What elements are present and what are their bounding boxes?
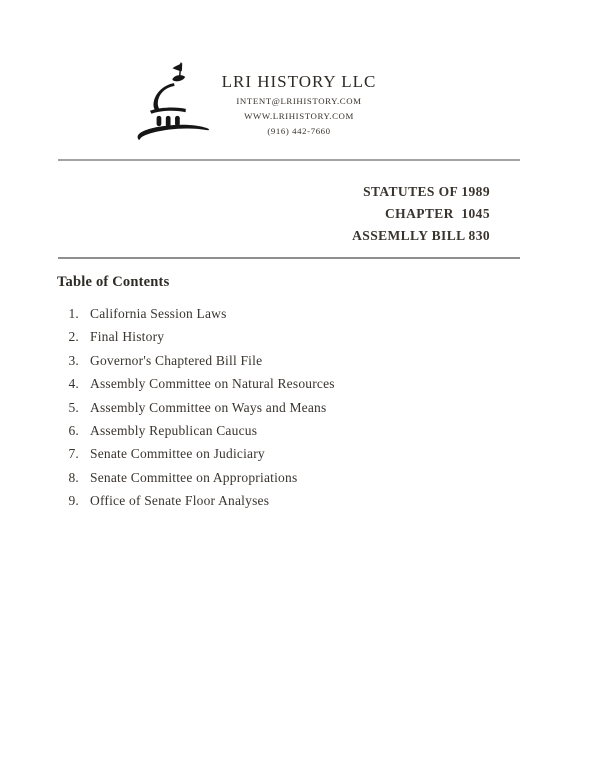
header-divider-rule <box>58 159 520 161</box>
toc-item-number: 3. <box>68 352 79 368</box>
toc-item-label: Final History <box>90 329 165 345</box>
toc-item <box>66 330 335 344</box>
toc-item <box>66 424 335 438</box>
toc-item-number: 2. <box>68 329 79 345</box>
toc-item-number: 9. <box>68 493 79 509</box>
contact-website: WWW.LRIHISTORY.COM <box>244 111 354 121</box>
statutes-year-line: STATUTES OF 1989 <box>363 184 490 199</box>
toc-item <box>66 354 335 368</box>
toc-item-label: Senate Committee on Appropriations <box>90 469 298 485</box>
toc-list <box>66 307 335 518</box>
toc-item <box>66 447 335 461</box>
toc-item-label: Governor's Chaptered Bill File <box>90 352 263 368</box>
toc-item-label: Senate Committee on Judiciary <box>90 446 265 462</box>
toc-item <box>66 401 335 415</box>
toc-item-number: 6. <box>68 422 79 438</box>
letterhead <box>216 72 382 139</box>
toc-item-number: 1. <box>68 306 79 321</box>
chapter-line: CHAPTER 1045 <box>385 206 490 221</box>
toc-title: Table of Contents <box>57 274 170 290</box>
toc-item-number: 8. <box>68 469 79 485</box>
toc-item-number: 4. <box>68 376 79 392</box>
contact-phone: (916) 442-7660 <box>267 126 331 136</box>
toc-item-number: 7. <box>68 446 79 462</box>
toc-item-number: 5. <box>68 399 79 415</box>
toc-item-label: Office of Senate Floor Analyses <box>90 493 270 509</box>
contact-block <box>216 94 382 139</box>
bill-line: ASSEMLLY BILL 830 <box>352 228 490 243</box>
citation-divider-rule <box>58 257 520 259</box>
statute-citation-block <box>58 181 490 247</box>
capitol-dome-logo-icon <box>135 60 211 140</box>
toc-item <box>66 471 335 485</box>
contact-email: INTENT@LRIHISTORY.COM <box>236 96 362 106</box>
toc-item-label: Assembly Committee on Natural Resources <box>90 376 335 392</box>
toc-item <box>66 494 335 508</box>
toc-item-label: Assembly Republican Caucus <box>90 422 258 438</box>
toc-item <box>66 307 335 321</box>
toc-item-label: Assembly Committee on Ways and Means <box>90 399 327 415</box>
toc-item-label: California Session Laws <box>90 306 227 321</box>
company-name: LRI HISTORY LLC <box>221 72 377 91</box>
toc-item <box>66 377 335 391</box>
